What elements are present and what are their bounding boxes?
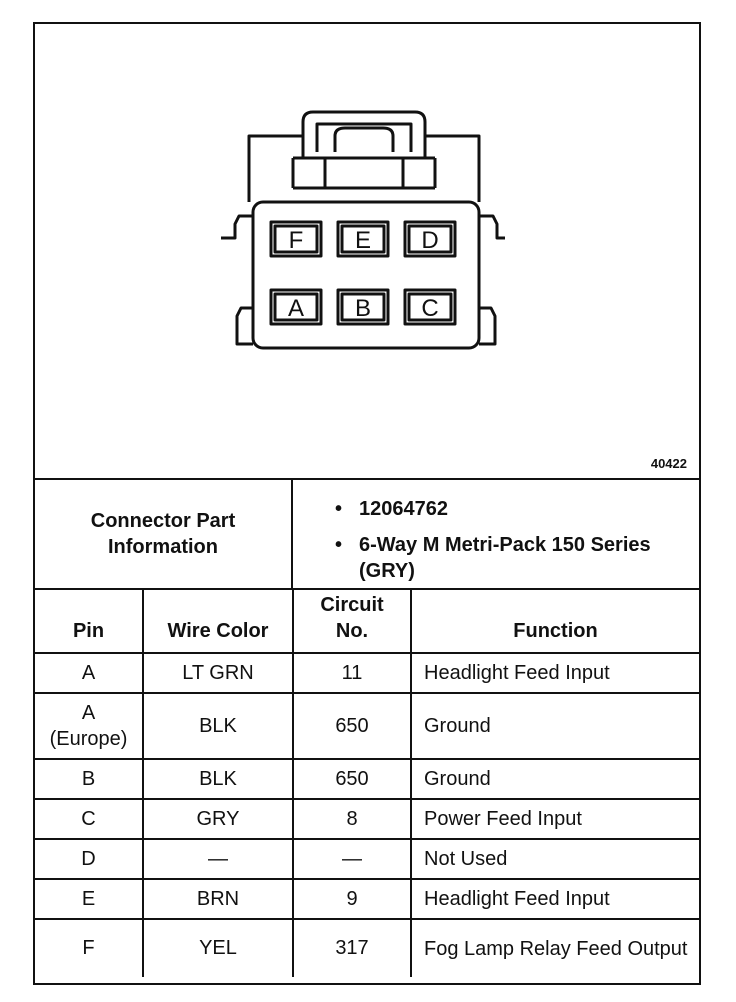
pin-label-C: C bbox=[421, 295, 439, 322]
cell-circuit: 11 bbox=[293, 653, 411, 693]
cell-circuit: 317 bbox=[293, 919, 411, 977]
cell-circuit: 8 bbox=[293, 799, 411, 839]
figure-id: 40422 bbox=[650, 456, 687, 471]
connector-document bbox=[33, 22, 701, 985]
part-info-section bbox=[35, 478, 699, 588]
header-circuit-line1: Circuit bbox=[320, 594, 384, 616]
cell-wire-color: BRN bbox=[143, 879, 293, 919]
table-row bbox=[35, 693, 699, 759]
pin-table bbox=[35, 588, 699, 977]
table-row bbox=[35, 839, 699, 879]
cell-wire-color: — bbox=[143, 839, 293, 879]
cell-circuit: — bbox=[293, 839, 411, 879]
cell-wire-color: YEL bbox=[143, 919, 293, 977]
cell-circuit: 650 bbox=[293, 693, 411, 759]
cell-wire-color: LT GRN bbox=[143, 653, 293, 693]
part-info-bullets bbox=[335, 496, 659, 594]
header-circuit-line2: No. bbox=[335, 620, 369, 642]
cell-pin bbox=[35, 693, 143, 759]
cell-function: Headlight Feed Input bbox=[411, 879, 699, 919]
header-pin: Pin bbox=[35, 589, 143, 653]
part-info-label-line2: Information bbox=[108, 536, 218, 558]
header-function: Function bbox=[411, 589, 699, 653]
cell-pin: A bbox=[35, 653, 143, 693]
header-wire-color: Wire Color bbox=[143, 589, 293, 653]
connector-face-illustration bbox=[35, 24, 699, 478]
cell-function: Ground bbox=[411, 759, 699, 799]
pin-label-A: A bbox=[287, 295, 305, 322]
cell-function: Headlight Feed Input bbox=[411, 653, 699, 693]
pin-label-D: D bbox=[421, 227, 439, 254]
table-row bbox=[35, 919, 699, 977]
part-info-label-line1: Connector Part bbox=[90, 510, 236, 532]
table-row bbox=[35, 653, 699, 693]
connector-drawing bbox=[35, 24, 699, 478]
cell-pin: C bbox=[35, 799, 143, 839]
cell-pin-letter: A bbox=[81, 702, 96, 724]
header-circuit-no bbox=[293, 589, 411, 653]
table-row bbox=[35, 879, 699, 919]
pin-label-E: E bbox=[354, 227, 372, 254]
cell-pin: D bbox=[35, 839, 143, 879]
cell-function: Fog Lamp Relay Feed Output bbox=[411, 919, 699, 977]
table-row bbox=[35, 759, 699, 799]
cell-pin: E bbox=[35, 879, 143, 919]
pin-label-F: F bbox=[288, 227, 304, 254]
connector-description: • 6-Way M Metri-Pack 150 Series (GRY) bbox=[335, 532, 659, 584]
cell-wire-color: BLK bbox=[143, 693, 293, 759]
cell-pin: F bbox=[35, 919, 143, 977]
cell-wire-color: GRY bbox=[143, 799, 293, 839]
cell-function: Power Feed Input bbox=[411, 799, 699, 839]
cell-pin-qualifier: (Europe) bbox=[49, 728, 128, 750]
cell-function: Not Used bbox=[411, 839, 699, 879]
table-header-row bbox=[35, 589, 699, 653]
cell-function: Ground bbox=[411, 693, 699, 759]
part-info-label bbox=[35, 480, 293, 588]
table-row bbox=[35, 799, 699, 839]
cell-circuit: 9 bbox=[293, 879, 411, 919]
pin-label-B: B bbox=[354, 295, 372, 322]
cell-pin: B bbox=[35, 759, 143, 799]
part-number: • 12064762 bbox=[335, 496, 659, 522]
cell-wire-color: BLK bbox=[143, 759, 293, 799]
cell-circuit: 650 bbox=[293, 759, 411, 799]
